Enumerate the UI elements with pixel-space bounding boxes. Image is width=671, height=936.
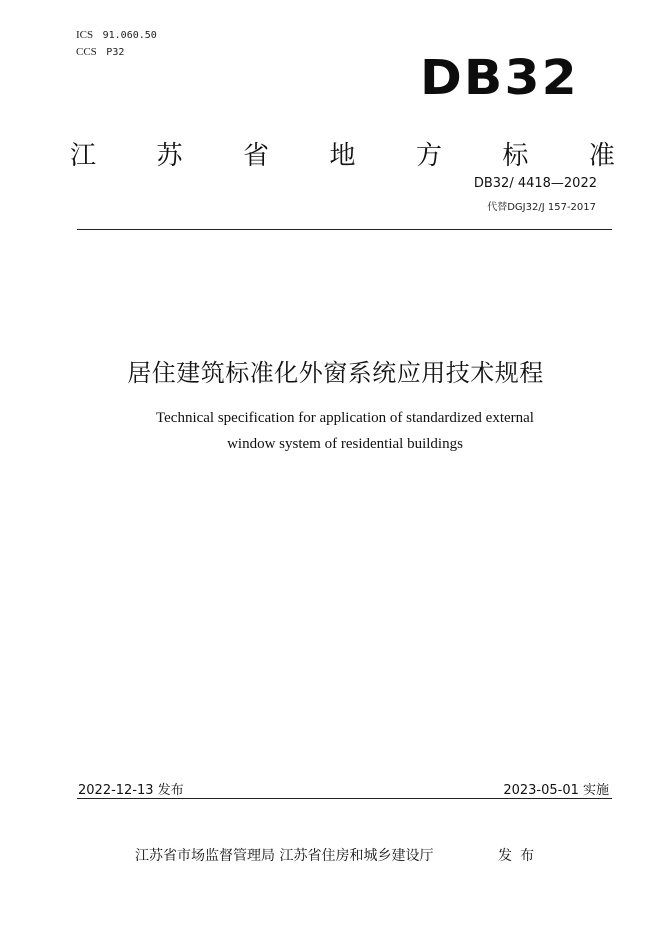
title-chinese: 居住建筑标准化外窗系统应用技术规程 <box>127 359 544 387</box>
heading-char: 苏 <box>156 141 183 171</box>
heading-char: 方 <box>415 141 442 171</box>
issuing-authorities: 江苏省市场监督管理局 江苏省住房和城乡建设厅 <box>135 848 434 864</box>
title-english-line1: Technical specification for application of standardized external <box>156 410 534 426</box>
ics-value: 91.060.50 <box>102 30 157 41</box>
replaces-standard: 代替DGJ32/J 157-2017 <box>487 202 596 213</box>
ics-label: ICS <box>76 29 94 41</box>
db32-logo: DB32 <box>420 50 579 106</box>
title-english-line2: window system of residential buildings <box>227 436 463 452</box>
ccs-value: P32 <box>106 47 125 58</box>
bottom-divider <box>77 798 612 799</box>
heading-char: 省 <box>242 141 269 171</box>
heading-char: 地 <box>329 141 356 171</box>
ics-code <box>76 28 157 43</box>
heading-char: 准 <box>588 141 615 171</box>
ccs-label: CCS <box>76 46 97 58</box>
ccs-code <box>76 45 124 60</box>
issue-date: 2022-12-13 发布 <box>78 783 184 798</box>
provincial-standard-heading <box>70 138 615 174</box>
heading-char: 标 <box>502 141 529 171</box>
effective-date: 2023-05-01 实施 <box>503 783 609 798</box>
standard-number: DB32/ 4418—2022 <box>473 176 597 191</box>
heading-char: 江 <box>70 141 97 171</box>
top-divider <box>77 229 612 230</box>
publish-label: 发布 <box>498 848 542 864</box>
